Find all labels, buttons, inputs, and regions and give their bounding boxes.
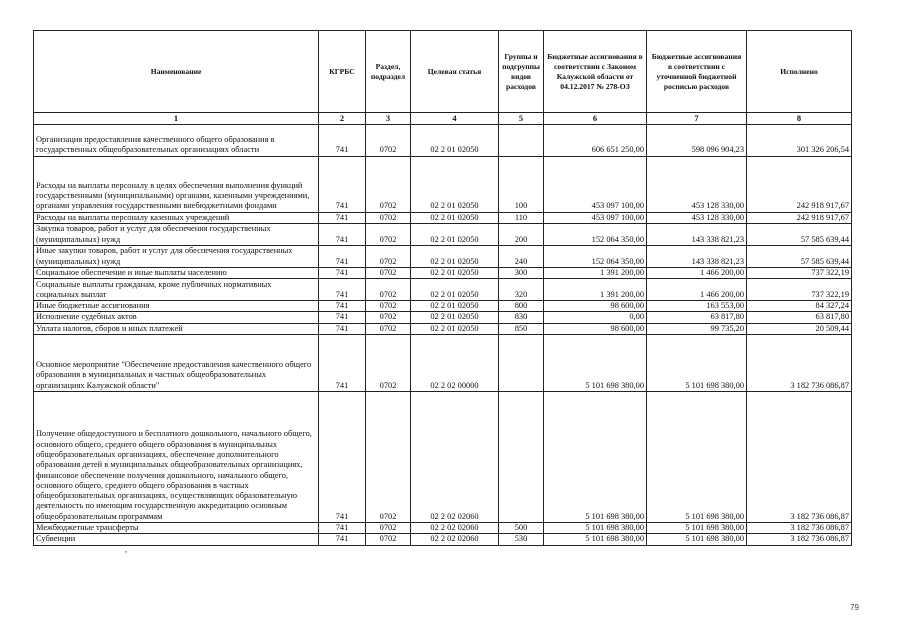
table-row [34,223,852,245]
row-target: 02 2 01 02050 [411,312,499,323]
row-group: 850 [499,323,544,334]
row-law-amount: 5 101 698 380,00 [544,392,647,523]
row-refined-amount: 5 101 698 380,00 [647,335,747,392]
row-kgrbs: 741 [319,267,366,278]
table-row [34,267,852,278]
row-group [499,125,544,157]
row-name: Основное мероприятие "Обеспечение предоставления качественного общего образования в муниципальных и частных общеобразовательных организациях Калужской области" [34,335,319,392]
row-refined-amount: 99 735,20 [647,323,747,334]
header-law: Бюджетные ассигнования в соответствии с Законом Калужской области от 04.12.2017 № 278-ОЗ [544,31,647,113]
row-refined-amount: 163 553,00 [647,301,747,312]
row-refined-amount: 598 096 904,23 [647,125,747,157]
row-group: 830 [499,312,544,323]
row-executed-amount: 242 918 917,67 [747,212,852,223]
row-refined-amount: 143 338 821,23 [647,223,747,245]
row-group: 240 [499,245,544,267]
row-kgrbs: 741 [319,523,366,534]
table-row [34,245,852,267]
row-refined-amount: 143 338 821,23 [647,245,747,267]
row-executed-amount: 57 585 639,44 [747,245,852,267]
row-law-amount: 1 391 200,00 [544,267,647,278]
row-section: 0702 [366,534,411,545]
row-kgrbs: 741 [319,245,366,267]
row-law-amount: 98 600,00 [544,323,647,334]
header-row [34,31,852,113]
table-body [34,125,852,546]
row-law-amount: 5 101 698 380,00 [544,534,647,545]
table-row [34,312,852,323]
row-group: 500 [499,523,544,534]
row-group: 110 [499,212,544,223]
row-target: 02 2 02 02060 [411,392,499,523]
row-name: Закупка товаров, работ и услуг для обеспечения государственных (муниципальных) нужд [34,223,319,245]
row-law-amount: 606 651 250,00 [544,125,647,157]
row-kgrbs: 741 [319,223,366,245]
row-refined-amount: 453 128 330,00 [647,156,747,212]
header-kgrbs: КГРБС [319,31,366,113]
table-row [34,323,852,334]
row-name: Субвенции [34,534,319,545]
row-target: 02 2 01 02050 [411,301,499,312]
row-kgrbs: 741 [319,392,366,523]
row-section: 0702 [366,223,411,245]
header-executed: Исполнено [747,31,852,113]
row-law-amount: 1 391 200,00 [544,279,647,301]
table-row [34,392,852,523]
row-target: 02 2 02 00000 [411,335,499,392]
row-name: Иные закупки товаров, работ и услуг для обеспечения государственных (муниципальных) нужд [34,245,319,267]
row-section: 0702 [366,323,411,334]
table-row [34,279,852,301]
column-number: 6 [544,113,647,125]
header-section: Раздел, подраздел [366,31,411,113]
row-section: 0702 [366,279,411,301]
row-kgrbs: 741 [319,156,366,212]
row-group: 530 [499,534,544,545]
row-kgrbs: 741 [319,323,366,334]
row-target: 02 2 01 02050 [411,323,499,334]
column-number: 1 [34,113,319,125]
row-law-amount: 453 097 100,00 [544,212,647,223]
column-number: 2 [319,113,366,125]
scan-mark: , [125,544,127,554]
table-row [34,212,852,223]
row-group: 800 [499,301,544,312]
row-executed-amount: 57 585 639,44 [747,223,852,245]
row-target: 02 2 01 02050 [411,212,499,223]
row-group: 300 [499,267,544,278]
header-name: Наименование [34,31,319,113]
row-name: Расходы на выплаты персоналу в целях обеспечения выполнения функций государственными (муниципальными) органами, казенными учреждениями, органами управления государственными внебюджетными фондами [34,156,319,212]
row-target: 02 2 02 02060 [411,523,499,534]
row-section: 0702 [366,312,411,323]
row-executed-amount: 3 182 736 086,87 [747,534,852,545]
document-page [33,30,851,554]
row-kgrbs: 741 [319,534,366,545]
row-kgrbs: 741 [319,279,366,301]
row-kgrbs: 741 [319,212,366,223]
row-section: 0702 [366,156,411,212]
column-number: 4 [411,113,499,125]
row-executed-amount: 737 322,19 [747,279,852,301]
row-law-amount: 5 101 698 380,00 [544,335,647,392]
page-number: 79 [850,603,859,612]
row-executed-amount: 737 322,19 [747,267,852,278]
table-row [34,301,852,312]
row-name: Получение общедоступного и бесплатного дошкольного, начального общего, основного общего, среднего общего образования в муниципальных общеобразовательных организациях, обеспечение дополнительного образования детей в муниципальных общеобразовательных организациях, финансовое обеспечение получения дошкольного, начального общего, основного общего, среднего общего образования в частных общеобразовательных организациях, осуществляющих образовательную деятельность по имеющим государственную аккредитацию основным общеобразовательным программам [34,392,319,523]
row-group [499,392,544,523]
row-group [499,335,544,392]
row-law-amount: 152 064 350,00 [544,223,647,245]
row-name: Уплата налогов, сборов и иных платежей [34,323,319,334]
row-name: Исполнение судебных актов [34,312,319,323]
column-number: 7 [647,113,747,125]
budget-table [33,30,852,546]
row-name: Социальные выплаты гражданам, кроме публичных нормативных социальных выплат [34,279,319,301]
row-law-amount: 152 064 350,00 [544,245,647,267]
row-executed-amount: 3 182 736 086,87 [747,335,852,392]
row-law-amount: 98 600,00 [544,301,647,312]
row-executed-amount: 20 509,44 [747,323,852,334]
row-target: 02 2 01 02050 [411,125,499,157]
table-row [34,125,852,157]
row-target: 02 2 01 02050 [411,245,499,267]
row-section: 0702 [366,392,411,523]
row-refined-amount: 1 466 200,00 [647,267,747,278]
row-name: Социальное обеспечение и иные выплаты населению [34,267,319,278]
row-executed-amount: 3 182 736 086,87 [747,392,852,523]
row-executed-amount: 63 817,80 [747,312,852,323]
column-number: 8 [747,113,852,125]
row-group: 100 [499,156,544,212]
row-group: 200 [499,223,544,245]
row-refined-amount: 5 101 698 380,00 [647,523,747,534]
row-target: 02 2 02 02060 [411,534,499,545]
table-row [34,534,852,545]
row-kgrbs: 741 [319,335,366,392]
header-target: Целевая статья [411,31,499,113]
row-law-amount: 0,00 [544,312,647,323]
row-target: 02 2 01 02050 [411,279,499,301]
row-section: 0702 [366,125,411,157]
header-group: Группы и подгруппы видов расходов [499,31,544,113]
row-name: Межбюджетные трансферты [34,523,319,534]
row-executed-amount: 242 918 917,67 [747,156,852,212]
row-section: 0702 [366,335,411,392]
table-row [34,335,852,392]
row-refined-amount: 5 101 698 380,00 [647,534,747,545]
row-refined-amount: 5 101 698 380,00 [647,392,747,523]
column-number: 5 [499,113,544,125]
table-row [34,523,852,534]
row-law-amount: 5 101 698 380,00 [544,523,647,534]
row-refined-amount: 63 817,80 [647,312,747,323]
row-refined-amount: 453 128 330,00 [647,212,747,223]
row-name: Расходы на выплаты персоналу казенных учреждений [34,212,319,223]
row-section: 0702 [366,245,411,267]
row-target: 02 2 01 02050 [411,156,499,212]
row-executed-amount: 84 327,24 [747,301,852,312]
row-kgrbs: 741 [319,312,366,323]
row-section: 0702 [366,267,411,278]
row-section: 0702 [366,212,411,223]
row-law-amount: 453 097 100,00 [544,156,647,212]
row-target: 02 2 01 02050 [411,267,499,278]
row-group: 320 [499,279,544,301]
table-row [34,156,852,212]
row-refined-amount: 1 466 200,00 [647,279,747,301]
row-kgrbs: 741 [319,125,366,157]
row-section: 0702 [366,301,411,312]
header-refined: Бюджетные ассигнования в соответствии с уточненной бюджетной росписью расходов [647,31,747,113]
column-number: 3 [366,113,411,125]
row-name: Организация предоставления качественного общего образования в государственных общеобразовательных организациях области [34,125,319,157]
row-name: Иные бюджетные ассигнования [34,301,319,312]
row-executed-amount: 301 326 206,54 [747,125,852,157]
row-section: 0702 [366,523,411,534]
column-number-row [34,113,852,125]
row-executed-amount: 3 182 736 086,87 [747,523,852,534]
row-target: 02 2 01 02050 [411,223,499,245]
row-kgrbs: 741 [319,301,366,312]
